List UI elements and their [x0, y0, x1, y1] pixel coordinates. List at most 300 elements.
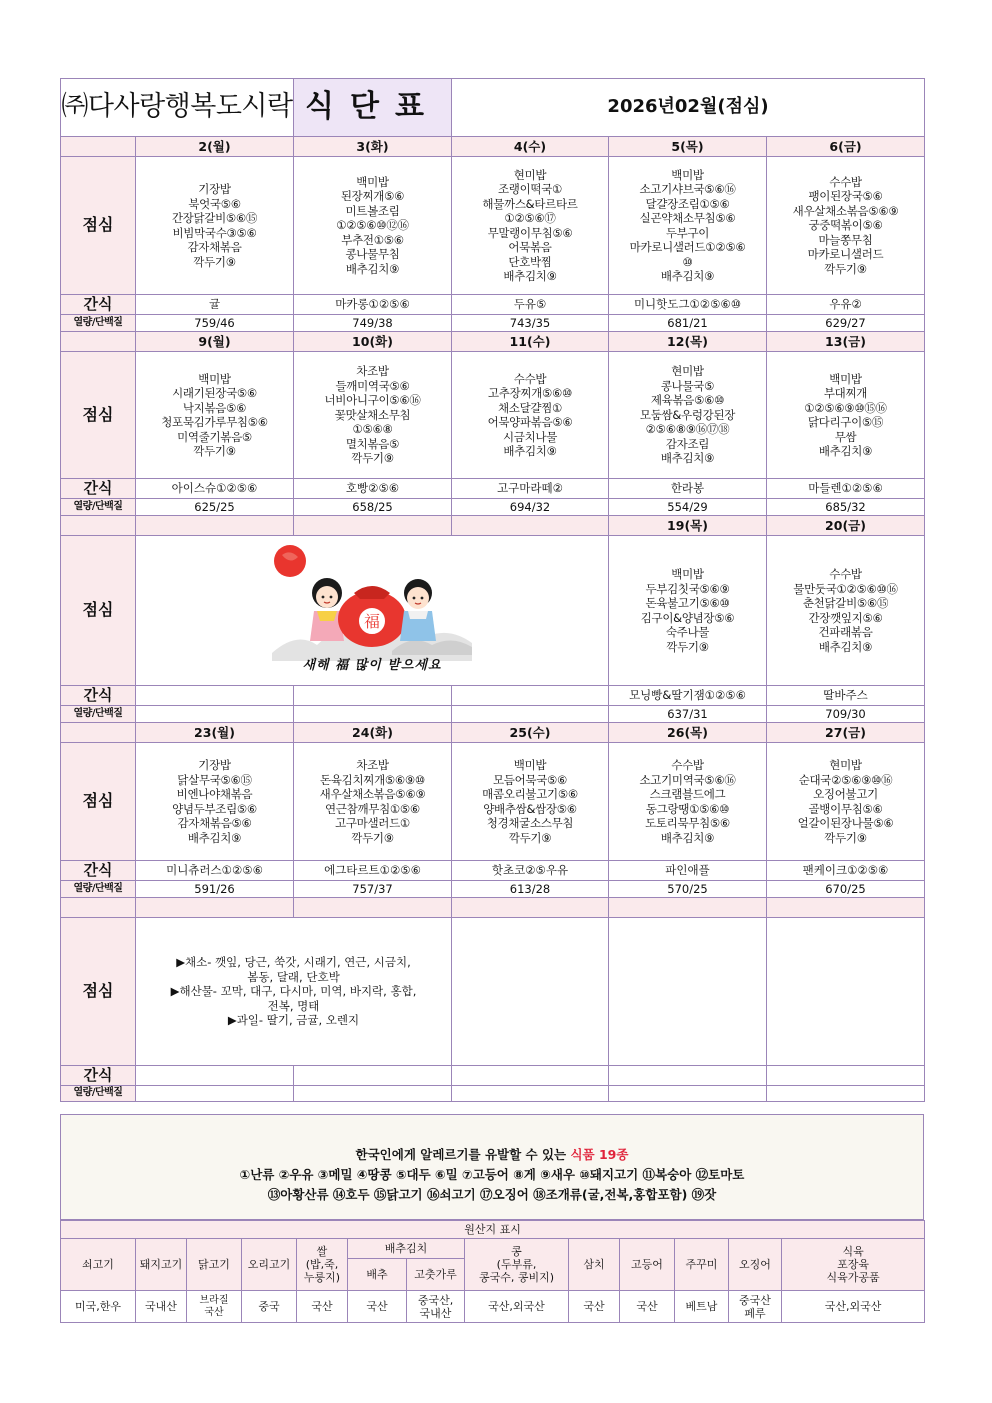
origin-header-rice [297, 1239, 348, 1291]
kcal-label: 열량/단백질 [61, 499, 136, 516]
origin-header-pork: 돼지고기 [136, 1239, 187, 1291]
kcal-label: 열량/단백질 [61, 706, 136, 723]
menu-item: 간장깻잎지⑤⑥ [808, 610, 883, 625]
menu-item: 백미밥 [671, 167, 704, 182]
snack-cell: 미니핫도그①②⑤⑥⑩ [609, 295, 767, 315]
lunch-row [61, 536, 925, 686]
snack-cell [136, 1066, 294, 1086]
menu-item: 동그랑땡①⑤⑥⑩ [645, 801, 730, 816]
lunch-label: 점심 [61, 352, 136, 479]
day-header: 10(화) [294, 332, 452, 352]
origin-header-kimchi: 배추김치 [348, 1239, 465, 1259]
allergy-list-line: ①난류 ②우유 ③메밀 ④땅콩 ⑤대두 ⑥밀 ⑦고등어 ⑧게 ⑨새우 ⑩돼지고기 ⑪복숭아 ⑫토마토 [239, 1167, 745, 1182]
snack-row [61, 686, 925, 706]
kcal-cell: 625/25 [136, 499, 294, 516]
menu-item: 차조밥 [356, 758, 389, 772]
kcal-cell: 570/25 [609, 881, 767, 898]
origin-value-pepper [407, 1291, 465, 1323]
menu-item: 해물까스&타르타르 [482, 196, 578, 211]
snack-cell [452, 686, 609, 706]
origin-value-rice: 국산 [297, 1291, 348, 1323]
menu-item: 팽이된장국⑤⑥ [808, 189, 883, 204]
menu-item: 현미밥 [829, 758, 862, 772]
menu-item: 배추김치⑨ [660, 451, 715, 466]
origin-header-rice-line: (밥,죽, [305, 1258, 339, 1271]
menu-item: 부대찌개 [823, 386, 868, 400]
day-header: 9(월) [136, 332, 294, 352]
company-name: ㈜다사랑행복도시락 [61, 79, 294, 137]
allergy-highlight: 식품 19종 [570, 1147, 629, 1162]
kcal-cell: 694/32 [452, 499, 609, 516]
day-header: 25(수) [452, 723, 609, 743]
menu-item: 비엔나야채볶음 [176, 787, 253, 801]
menu-item: 조랭이떡국① [497, 182, 563, 196]
kcal-row [61, 499, 925, 516]
origin-header-webfoot: 주꾸미 [675, 1239, 729, 1291]
lunch-row [61, 352, 925, 479]
menu-item: 들깨미역국⑤⑥ [335, 378, 410, 393]
notes-line: ▶해산물- 꼬막, 대구, 다시마, 미역, 바지락, 홍합, [170, 984, 417, 999]
origin-header-bean-line: (두부류, [496, 1258, 537, 1271]
red-sun-icon [274, 545, 306, 577]
lunch-cell [136, 157, 294, 295]
menu-item: 소고기미역국⑤⑥⑯ [639, 772, 736, 787]
lunch-cell [767, 157, 925, 295]
menu-item: 배추김치⑨ [187, 830, 242, 845]
lunch-cell [294, 157, 452, 295]
origin-value-meat: 국산,외국산 [782, 1291, 925, 1323]
snack-cell: 마들렌①②⑤⑥ [767, 479, 925, 499]
menu-item: 청경채굴소스무침 [486, 816, 574, 830]
menu-item: 깍두기⑨ [666, 639, 709, 654]
notes-line: 봄동, 달래, 단호박 [247, 969, 340, 984]
kcal-cell: 629/27 [767, 315, 925, 332]
menu-item: 두부김칫국⑤⑥⑨ [645, 581, 730, 596]
origin-header-saury: 삼치 [569, 1239, 620, 1291]
snack-cell: 호빵②⑤⑥ [294, 479, 452, 499]
day-header-blank [61, 723, 136, 743]
snack-cell: 미니츄러스①②⑤⑥ [136, 861, 294, 881]
menu-item: 고구마샐러드① [335, 816, 410, 830]
kcal-cell: 658/25 [294, 499, 452, 516]
day-header: 27(금) [767, 723, 925, 743]
lunch-label: 점심 [61, 536, 136, 686]
lunch-label: 점심 [61, 743, 136, 861]
menu-item: 깍두기⑨ [351, 830, 394, 845]
snack-label: 간식 [61, 686, 136, 706]
origin-value-pork: 국내산 [136, 1291, 187, 1323]
day-header [136, 516, 294, 536]
menu-item: 깍두기⑨ [193, 254, 236, 269]
holiday-illustration [272, 541, 472, 681]
menu-item: 감자채볶음 [187, 240, 242, 254]
lunch-label: 점심 [61, 157, 136, 295]
menu-item: 낙지볶음⑤⑥ [182, 400, 247, 415]
menu-item: 마카로니샐러드 [807, 247, 884, 262]
notes-line: 전복, 명태 [267, 998, 320, 1013]
holiday-caption: 새해 福 많이 받으세요 [302, 657, 442, 673]
day-header: 2(월) [136, 137, 294, 157]
menu-item: 마카로니샐러드①②⑤⑥ [629, 240, 746, 254]
menu-item: 백미밥 [356, 174, 389, 189]
menu-item: 단호박찜 [508, 254, 552, 269]
snack-cell: 아이스슈①②⑤⑥ [136, 479, 294, 499]
origin-value-pepper-line: 국내산 [419, 1306, 452, 1320]
menu-item: 미트볼조림 [345, 203, 400, 218]
lunch-cell [294, 352, 452, 479]
day-header: 5(목) [609, 137, 767, 157]
snack-row [61, 479, 925, 499]
lunch-label: 점심 [61, 918, 136, 1066]
kcal-cell [136, 706, 294, 723]
page-title: 식단표 [294, 79, 452, 137]
kcal-row [61, 315, 925, 332]
snack-row [61, 1066, 925, 1086]
kcal-cell: 637/31 [609, 706, 767, 723]
kcal-cell: 757/37 [294, 881, 452, 898]
menu-item: 콩나물무침 [345, 247, 400, 262]
month-label: 2026년02월(점심) [452, 79, 925, 137]
lunch-cell [452, 157, 609, 295]
kcal-cell [452, 1086, 609, 1102]
lunch-cell [609, 352, 767, 479]
snack-cell: 우유② [767, 295, 925, 315]
origin-header-beef: 쇠고기 [61, 1239, 136, 1291]
menu-item: 깍두기⑨ [351, 451, 394, 466]
origin-header-chicken: 닭고기 [187, 1239, 242, 1291]
lunch-cell [609, 743, 767, 861]
menu-item: ①②⑤⑥⑨⑩⑮⑯ [804, 400, 887, 415]
origin-header-meat-line: 포장육 [837, 1258, 870, 1271]
lunch-cell [452, 352, 609, 479]
svg-text:福: 福 [363, 611, 381, 631]
menu-item: 새우살채소볶음⑤⑥⑨ [792, 203, 899, 218]
menu-item: ⑩ [682, 254, 693, 269]
lunch-row [61, 743, 925, 861]
snack-cell [452, 1066, 609, 1086]
lunch-cell [767, 536, 925, 686]
snack-label: 간식 [61, 861, 136, 881]
snack-cell: 귤 [136, 295, 294, 315]
lunch-row [61, 918, 925, 1066]
menu-item: 닭살무국⑤⑥⑮ [177, 772, 252, 787]
day-header [452, 516, 609, 536]
menu-item: 소고기샤브국⑤⑥⑯ [639, 182, 736, 196]
menu-item: 모둠쌈&우렁강된장 [639, 407, 736, 422]
menu-item: 수수밥 [829, 567, 862, 581]
menu-item: ①⑤⑥⑧ [352, 422, 393, 437]
day-header-blank [609, 898, 767, 918]
snack-cell: 딸바주스 [767, 686, 925, 706]
day-header-blank [61, 332, 136, 352]
lunch-cell [136, 352, 294, 479]
menu-item: 건파래볶음 [818, 625, 873, 639]
snack-cell [294, 686, 452, 706]
menu-item: 두부구이 [665, 225, 710, 240]
day-header: 3(화) [294, 137, 452, 157]
origin-header-squid: 오징어 [729, 1239, 782, 1291]
origin-value-chicken-line: 국산 [204, 1306, 224, 1318]
menu-item: 기장밥 [198, 182, 231, 196]
lunch-cell [767, 918, 925, 1066]
lunch-cell [609, 536, 767, 686]
snack-cell: 고구마라떼② [452, 479, 609, 499]
kcal-label: 열량/단백질 [61, 881, 136, 898]
menu-item: 수수밥 [513, 371, 547, 386]
origin-value-mackerel: 국산 [620, 1291, 675, 1323]
menu-item: 간장닭갈비⑤⑥⑮ [171, 211, 258, 225]
menu-item: 현미밥 [671, 364, 704, 379]
menu-item: 얼갈이된장나물⑤⑥ [797, 816, 894, 830]
day-header: 26(목) [609, 723, 767, 743]
menu-item: 춘천닭갈비⑤⑥⑮ [802, 596, 889, 610]
holiday-cell [136, 536, 609, 686]
origin-header-meat-line: 식육 [842, 1245, 864, 1258]
kcal-row [61, 1086, 925, 1102]
menu-item: 백미밥 [513, 758, 547, 772]
day-header [294, 516, 452, 536]
allergy-box [60, 1114, 924, 1220]
snack-cell [136, 686, 294, 706]
snack-label: 간식 [61, 1066, 136, 1086]
menu-item: 매콤오리불고기⑤⑥ [482, 787, 578, 801]
menu-item: 순대국②⑤⑥⑨⑩⑯ [798, 772, 893, 787]
seasonal-notes [136, 918, 452, 1066]
menu-item: 김구이&양념장⑤⑥ [640, 610, 735, 625]
day-header: 6(금) [767, 137, 925, 157]
snack-cell [609, 1066, 767, 1086]
header-row [61, 79, 925, 137]
lunch-cell [767, 743, 925, 861]
menu-item: 채소달걀찜① [497, 400, 563, 415]
menu-item: 청포묵김가루무침⑤⑥ [161, 415, 268, 429]
menu-item: 양배추쌈&쌈장⑤⑥ [483, 801, 577, 816]
menu-item: 어묵양파볶음⑤⑥ [487, 415, 573, 429]
menu-item: 돈육불고기⑤⑥⑩ [645, 596, 730, 610]
origin-value-cabbage: 국산 [348, 1291, 407, 1323]
day-header: 11(수) [452, 332, 609, 352]
day-header-blank [767, 898, 925, 918]
menu-item: 깍두기⑨ [824, 261, 867, 276]
menu-item: 너비아니구이⑤⑥⑯ [324, 393, 421, 408]
menu-item: ②⑤⑥⑧⑨⑯⑰⑱ [645, 422, 730, 437]
menu-item: 어묵볶음 [508, 240, 552, 254]
lunch-row [61, 157, 925, 295]
menu-item: 모듬어묵국⑤⑥ [492, 772, 568, 787]
kcal-cell: 749/38 [294, 315, 452, 332]
lunch-cell [609, 918, 767, 1066]
menu-item: 배추김치⑨ [345, 261, 400, 276]
day-header-blank [136, 898, 294, 918]
menu-item: 연근참깨무침①⑤⑥ [325, 801, 420, 816]
menu-item: 된장찌개⑤⑥ [340, 189, 405, 204]
menu-item: 감자채볶음⑤⑥ [177, 816, 252, 830]
day-header-row [61, 723, 925, 743]
snack-cell: 두유⑤ [452, 295, 609, 315]
snack-cell: 핫초코②⑤우유 [452, 861, 609, 881]
origin-header-rice-line: 쌀 [316, 1245, 328, 1258]
day-header-row [61, 332, 925, 352]
origin-header-mackerel: 고등어 [620, 1239, 675, 1291]
origin-header-meat-line: 식육가공품 [826, 1271, 880, 1284]
menu-item: 시금치나물 [502, 429, 558, 444]
kcal-cell: 709/30 [767, 706, 925, 723]
kcal-cell [609, 1086, 767, 1102]
day-header: 4(수) [452, 137, 609, 157]
menu-item: 콩나물국⑤ [660, 378, 715, 393]
menu-item: 무쌈 [834, 429, 857, 444]
menu-item: 깍두기⑨ [508, 830, 552, 845]
menu-item: 깍두기⑨ [824, 830, 867, 845]
kcal-label: 열량/단백질 [61, 1086, 136, 1102]
origin-value-webfoot: 베트남 [675, 1291, 729, 1323]
menu-item: 수수밥 [671, 758, 704, 772]
origin-value-saury: 국산 [569, 1291, 620, 1323]
kcal-cell [294, 1086, 452, 1102]
menu-item: 부추전①⑤⑥ [341, 232, 404, 247]
day-header: 13(금) [767, 332, 925, 352]
kcal-cell: 681/21 [609, 315, 767, 332]
allergy-intro-line [61, 1145, 923, 1163]
snack-row [61, 861, 925, 881]
lunch-cell [452, 918, 609, 1066]
menu-item: 현미밥 [513, 167, 547, 182]
kcal-cell: 759/46 [136, 315, 294, 332]
kcal-cell [767, 1086, 925, 1102]
menu-item: 기장밥 [198, 758, 231, 772]
day-header: 24(화) [294, 723, 452, 743]
kcal-cell: 591/26 [136, 881, 294, 898]
menu-item: 백미밥 [198, 371, 231, 386]
kcal-row [61, 706, 925, 723]
menu-item: 배추김치⑨ [660, 269, 715, 283]
menu-item: 차조밥 [356, 364, 389, 379]
day-header-blank [61, 137, 136, 157]
origin-value-beef: 미국,한우 [61, 1291, 136, 1323]
snack-cell: 파인애플 [609, 861, 767, 881]
snack-label: 간식 [61, 479, 136, 499]
menu-item: 감자조림 [665, 436, 710, 451]
menu-item: 백미밥 [671, 567, 704, 581]
kcal-cell [294, 706, 452, 723]
snack-cell [294, 1066, 452, 1086]
menu-item: 깍두기⑨ [193, 444, 236, 458]
menu-item: 비빔막국수③⑤⑥ [172, 225, 257, 240]
menu-item: 숙주나물 [665, 625, 710, 639]
origin-header-bean-line: 콩국수, 콩비지) [478, 1271, 555, 1284]
origin-header-bean-line: 콩 [511, 1245, 522, 1258]
menu-item: 시래기된장국⑤⑥ [172, 386, 257, 400]
snack-cell: 모닝빵&딸기잼①②⑤⑥ [609, 686, 767, 706]
menu-item: 배추김치⑨ [818, 639, 873, 654]
kcal-row [61, 881, 925, 898]
menu-item: 닭다리구이⑤⑮ [807, 415, 884, 429]
menu-item: 양념두부조림⑤⑥ [172, 801, 257, 816]
day-header-blank [61, 516, 136, 536]
origin-header-rice-line: 누룽지) [303, 1271, 341, 1284]
origin-value-duck: 중국 [242, 1291, 297, 1323]
menu-item: 무말랭이무침⑤⑥ [487, 225, 573, 240]
origin-title: 원산지 표시 [61, 1221, 925, 1239]
origin-header-duck: 오리고기 [242, 1239, 297, 1291]
day-header-blank [61, 898, 136, 918]
menu-item: 제육볶음⑤⑥⑩ [650, 393, 725, 408]
origin-value-pepper-line: 중국산, [417, 1293, 454, 1307]
snack-cell: 에그타르트①②⑤⑥ [294, 861, 452, 881]
snack-cell: 팬케이크①②⑤⑥ [767, 861, 925, 881]
menu-item: 도토리묵무침⑤⑥ [645, 816, 730, 830]
menu-item: 미역줄기볶음⑤ [177, 429, 252, 444]
menu-item: 실곤약채소무침⑤⑥ [639, 211, 736, 225]
origin-header-cabbage: 배추 [348, 1259, 407, 1291]
origin-value-chicken-line: 브라질 [199, 1294, 229, 1306]
menu-item: 물만둣국①②⑤⑥⑩⑯ [793, 581, 898, 596]
kcal-cell: 613/28 [452, 881, 609, 898]
day-header-row [61, 137, 925, 157]
kcal-cell: 743/35 [452, 315, 609, 332]
allergy-list-line: ⑬아황산류 ⑭호두 ⑮닭고기 ⑯쇠고기 ⑰오징어 ⑱조개류(굴,전복,홍합포함) ⑲잣 [267, 1187, 717, 1202]
day-header: 19(목) [609, 516, 767, 536]
menu-item: 새우살채소볶음⑤⑥⑨ [319, 787, 426, 801]
menu-item: 골뱅이무침⑤⑥ [808, 801, 883, 816]
menu-item: 배추김치⑨ [818, 444, 873, 458]
origin-value-chicken [187, 1291, 242, 1323]
kcal-cell [136, 1086, 294, 1102]
lunch-cell [452, 743, 609, 861]
menu-item: 오징어불고기 [813, 787, 878, 801]
origin-table [60, 1220, 925, 1323]
menu-table [60, 78, 925, 1102]
notes-line: ▶채소- 깻잎, 당근, 쑥갓, 시래기, 연근, 시금치, [176, 955, 411, 970]
kcal-cell [452, 706, 609, 723]
menu-item: 북엇국⑤⑥ [188, 196, 241, 211]
origin-value-squid-line: 페루 [744, 1306, 766, 1320]
menu-item: 수수밥 [829, 174, 862, 189]
menu-item: 돈육김치찌개⑤⑥⑨⑩ [320, 772, 425, 787]
menu-item: ①②⑤⑥⑩⑫⑯ [336, 218, 409, 233]
allergy-intro: 한국인에게 알레르기를 유발할 수 있는 [355, 1147, 567, 1162]
menu-item: ①②⑤⑥⑰ [504, 211, 556, 225]
menu-item: 백미밥 [829, 371, 862, 386]
lunch-cell [294, 743, 452, 861]
snack-cell [767, 1066, 925, 1086]
snack-row [61, 295, 925, 315]
day-header-row [61, 516, 925, 536]
origin-header-bean [465, 1239, 569, 1291]
origin-value-squid-line: 중국산 [739, 1293, 771, 1307]
menu-item: 달걀장조림①⑤⑥ [645, 196, 730, 211]
kcal-label: 열량/단백질 [61, 315, 136, 332]
day-header: 20(금) [767, 516, 925, 536]
day-header-blank [294, 898, 452, 918]
kcal-cell: 685/32 [767, 499, 925, 516]
menu-item: 배추김치⑨ [503, 444, 557, 458]
origin-header-meat [782, 1239, 925, 1291]
menu-item: 멸치볶음⑤ [345, 436, 400, 451]
snack-label: 간식 [61, 295, 136, 315]
origin-header-pepper: 고춧가루 [407, 1259, 465, 1291]
kcal-cell: 554/29 [609, 499, 767, 516]
kcal-cell: 670/25 [767, 881, 925, 898]
origin-value-squid [729, 1291, 782, 1323]
snack-cell: 한라봉 [609, 479, 767, 499]
menu-item: 꽃맛살채소무침 [334, 407, 411, 422]
menu-item: 배추김치⑨ [660, 830, 715, 845]
lunch-cell [136, 743, 294, 861]
day-header: 12(목) [609, 332, 767, 352]
menu-item: 스크램블드에그 [649, 787, 726, 801]
notes-line: ▶과일- 딸기, 금귤, 오렌지 [227, 1013, 360, 1028]
